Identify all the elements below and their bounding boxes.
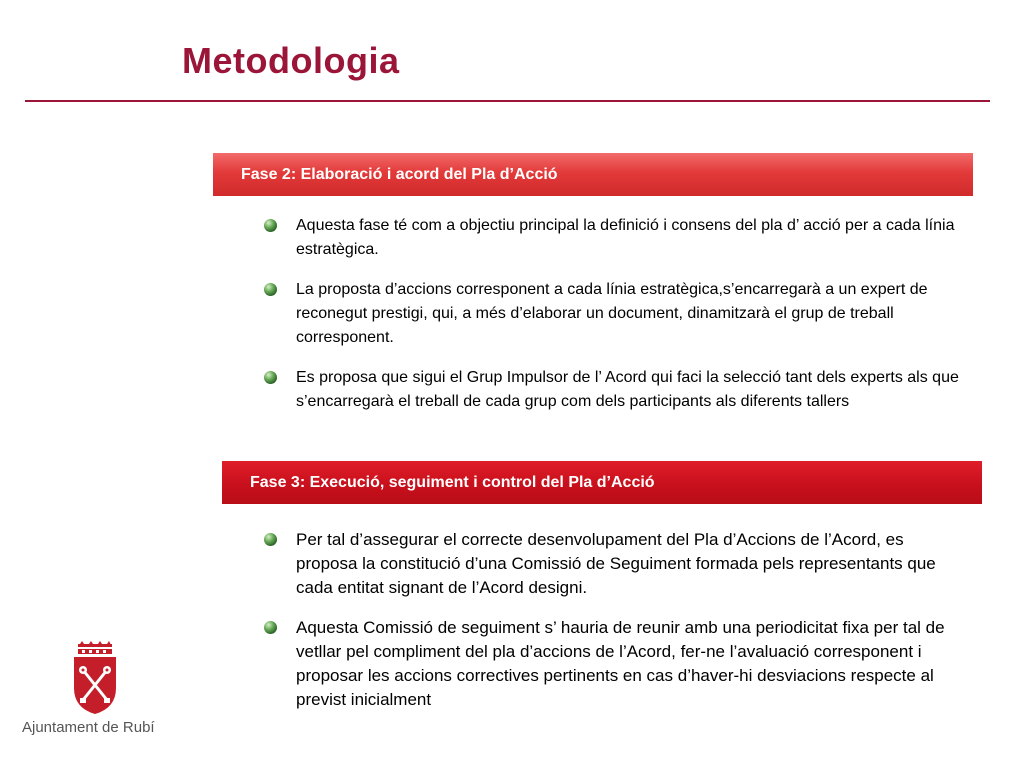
list-item	[262, 214, 967, 262]
bullet-text: La proposta d’accions corresponent a cada línia estratègica,s’encarregarà a un expert de reconegut prestigi, qui, a més d’elaborar un document, dinamitzarà el grup de treball corresponent.	[296, 281, 928, 346]
list-item	[262, 366, 967, 414]
page-title: Metodologia	[182, 40, 400, 81]
organization-name: Ajuntament de Rubí	[22, 719, 155, 736]
title-divider	[25, 100, 990, 102]
phase3-header-label: Fase 3: Execució, seguiment i control del Pla d’Acció	[250, 473, 655, 491]
bullet-text: Es proposa que sigui el Grup Impulsor de l’ Acord qui faci la selecció tant dels experts als que s’encarregarà el treball de cada grup com dels participants als diferents tallers	[296, 369, 959, 410]
list-item	[262, 278, 967, 350]
bullet-text: Aquesta Comissió de seguiment s’ hauria de reunir amb una periodicitat fixa per tal de vetllar pel compliment del pla d’accions de l’Acord, fer-ne l’avaluació corresponent i proposar les accions correctives pertinents en cas d’haver-hi desviacions respecte al previst inicialment	[296, 618, 945, 709]
phase3-header	[222, 461, 982, 504]
bullet-icon	[264, 621, 277, 634]
list-item	[262, 528, 967, 600]
bullet-icon	[264, 219, 277, 232]
bullet-text: Aquesta fase té com a objectiu principal la definició i consens del pla d’ acció per a cada línia estratègica.	[296, 217, 955, 258]
phase3-bullet-list	[262, 528, 967, 712]
bullet-icon	[264, 283, 277, 296]
phase2-bullet-list	[262, 214, 967, 414]
list-item	[262, 616, 967, 712]
bullet-icon	[264, 371, 277, 384]
phase2-header-label: Fase 2: Elaboració i acord del Pla d’Acció	[241, 165, 558, 183]
bullet-icon	[264, 533, 277, 546]
phase2-header	[213, 153, 973, 196]
bullet-text: Per tal d’assegurar el correcte desenvolupament del Pla d’Accions de l’Acord, es proposa la constitució d’una Comissió de Seguiment formada pels representants que cada entitat signant de l’Acord designi.	[296, 530, 936, 597]
